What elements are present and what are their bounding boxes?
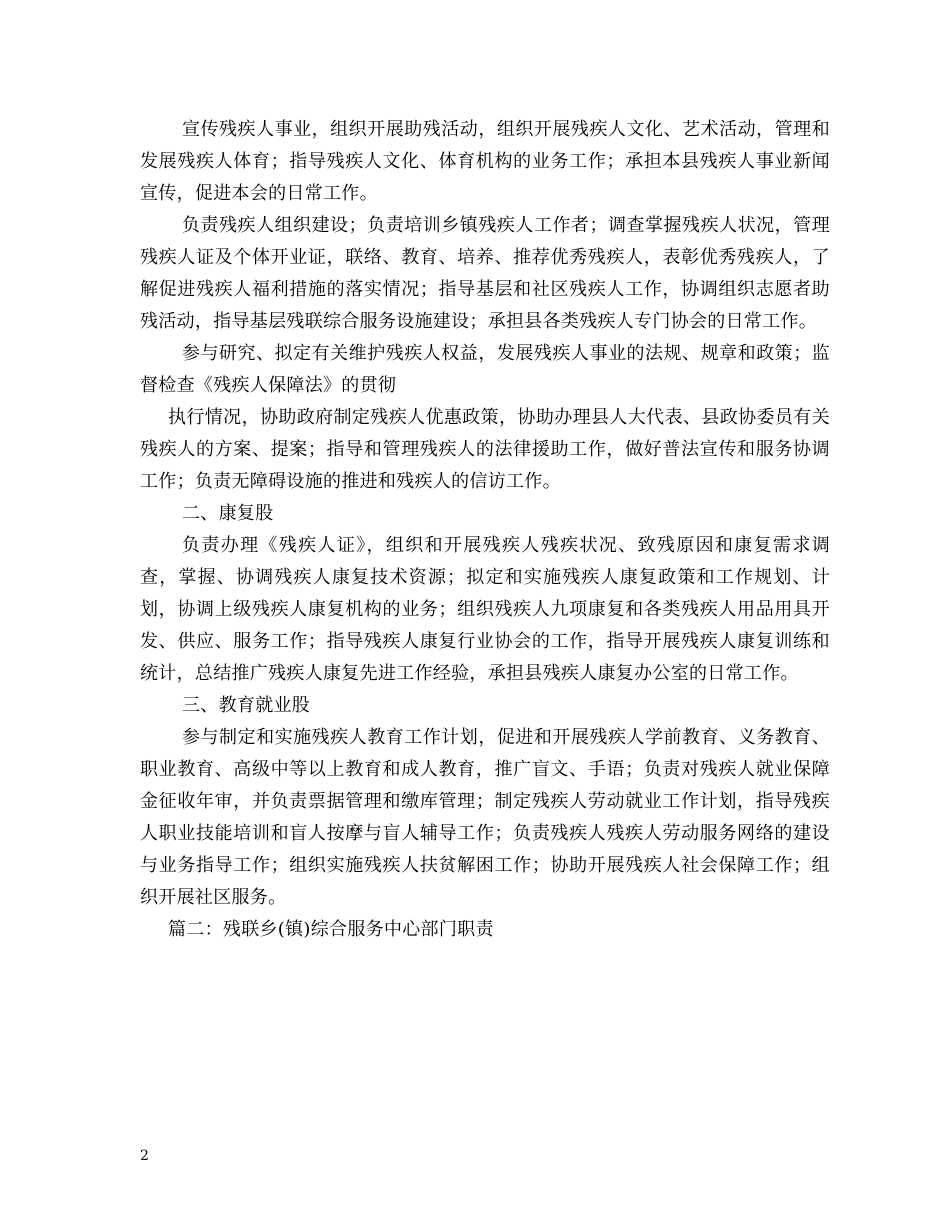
paragraph-publicity-duties: 宣传残疾人事业，组织开展助残活动，组织开展残疾人文化、艺术活动，管理和发展残疾人体育；指导残疾人文化、体育机构的业务工作；承担本县残疾人事业新闻宣传，促进本会的日常工作。	[140, 119, 830, 204]
paragraph-organization-duties: 负责残疾人组织建设；负责培训乡镇残疾人工作者；调查掌握残疾人状况，管理残疾人证及个体开业证，联络、教育、培养、推荐优秀残疾人，表彰优秀残疾人，了解促进残疾人福利措施的落实情况；指导基层和社区残疾人工作，协调组织志愿者助残活动，指导基层残联综合服务设施建设；承担县各类残疾人专门协会的日常工作。	[140, 215, 830, 332]
paragraph-rights-duties: 参与研究、拟定有关维护残疾人权益，发展残疾人事业的法规、规章和政策；监督检查《残疾人保障法》的贯彻	[140, 343, 830, 396]
section-heading-rehabilitation: 二、康复股	[182, 503, 274, 524]
section-heading-part-two: 篇二：残联乡(镇)综合服务中心部门职责	[168, 919, 494, 940]
page-number: 2	[140, 1148, 149, 1164]
paragraph-rehabilitation-duties: 负责办理《残疾人证》，组织和开展残疾人残疾状况、致残原因和康复需求调查，掌握、协调残疾人康复技术资源；拟定和实施残疾人康复政策和工作规划、计划，协调上级残疾人康复机构的业务；组织残疾人九项康复和各类残疾人用品用具开发、供应、服务工作；指导残疾人康复行业协会的工作，指导开展残疾人康复训练和统计，总结推广残疾人康复先进工作经验，承担县残疾人康复办公室的日常工作。	[140, 535, 830, 684]
paragraph-education-employment-duties: 参与制定和实施残疾人教育工作计划，促进和开展残疾人学前教育、义务教育、职业教育、高级中等以上教育和成人教育，推广盲文、手语；负责对残疾人就业保障金征收年审，并负责票据管理和缴库管理；制定残疾人劳动就业工作计划，指导残疾人职业技能培训和盲人按摩与盲人辅导工作；负责残疾人残疾人劳动服务网络的建设与业务指导工作；组织实施残疾人扶贫解困工作；协助开展残疾人社会保障工作；组织开展社区服务。	[140, 727, 830, 908]
document-body	[140, 114, 830, 946]
paragraph-rights-duties-continued: 执行情况，协助政府制定残疾人优惠政策，协助办理县人大代表、县政协委员有关残疾人的方案、提案；指导和管理残疾人的法律援助工作，做好普法宣传和服务协调工作；负责无障碍设施的推进和残疾人的信访工作。	[140, 407, 830, 492]
section-heading-education-employment: 三、教育就业股	[182, 695, 311, 716]
